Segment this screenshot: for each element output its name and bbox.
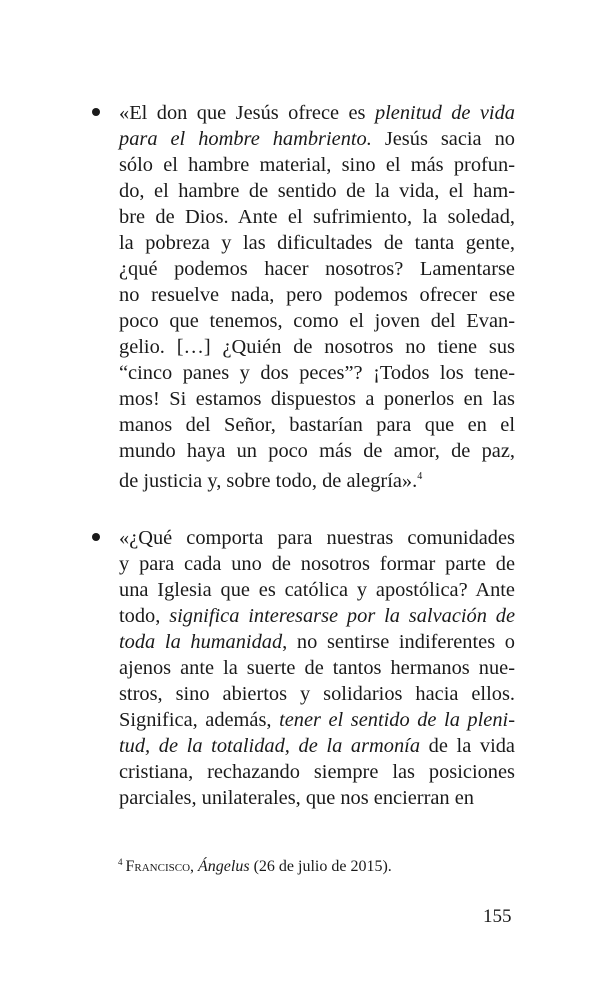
footnote: $^4$ Francisco, Ángelus (26 de julio de 2015). [118,857,392,875]
text-run: bre de Dios. Ante el sufrimiento, la soledad, [119,206,515,228]
footnote-ref: 4 [417,471,423,482]
text-run: «¿Qué comporta para nuestras comunidades [119,527,515,549]
text-run: no resuelve nada, pero podemos ofrecer ese [119,284,515,306]
text-run: , no sentirse indiferentes o [282,631,515,653]
text-line [119,178,515,204]
text-run: gelio. […] ¿Quién de nosotros no tiene sus [119,336,515,358]
text-line [119,386,515,412]
text-run: parciales, unilaterales, que nos encierran en [119,787,474,809]
text-run: de la vida [420,735,515,757]
text-line [119,785,515,811]
text-line [119,438,515,464]
footnote-mark: 4 [118,857,123,867]
text-run: de justicia y, sobre todo, de alegría». [119,470,418,492]
italic-text: toda la humanidad [119,631,283,653]
text-run: do, el hambre de sentido de la vida, el ham- [119,180,515,202]
text-line [119,629,515,655]
italic-text: significa interesarse por la salvación de [169,605,516,627]
text-line [119,126,515,152]
text-line [119,152,515,178]
text-line [119,204,515,230]
footnote-author: Francisco [125,858,191,875]
text-line [119,655,515,681]
text-run: una Iglesia que es católica y apostólica? Ante [119,579,515,601]
text-run: poco que tenemos, como el joven del Evan- [119,310,515,332]
text-line [119,230,515,256]
text-run: Jesús sacia no [371,128,515,150]
text-run: y para cada uno de nosotros formar parte de [119,553,515,575]
text-line [119,412,515,438]
text-line [119,100,515,126]
italic-text: para el hombre hambriento. [119,128,372,150]
text-line [119,334,515,360]
text-line [119,681,515,707]
text-line [119,551,515,577]
text-line [119,707,515,733]
text-line [119,759,515,785]
footnote-title: Ángelus [198,858,250,875]
text-line [119,603,515,629]
text-run: ¿qué podemos hacer nosotros? Lamentarse [119,258,515,280]
text-run: la pobreza y las dificultades de tanta gente, [119,232,515,254]
text-line [119,360,515,386]
text-run: manos del Señor, bastarían para que en el [119,414,515,436]
text-run: “cinco panes y dos peces”? ¡Todos los tene- [119,362,515,384]
italic-text: tud, de la totalidad, de la armonía [119,735,421,757]
bullet-dot [92,533,100,541]
page-number: 155 [483,906,512,927]
italic-text: plenitud de vida [374,102,515,124]
text-run: sólo el hambre material, sino el más profun- [119,154,515,176]
text-run: todo, [119,605,170,627]
text-line [119,577,515,603]
footnote-rest: (26 de julio de 2015). [249,858,392,875]
text-run: «El don que Jesús ofrece es [119,102,375,124]
italic-text: tener el sentido de la pleni- [279,709,515,731]
text-line [119,256,515,282]
text-line [119,464,515,490]
text-line [119,282,515,308]
text-run: mundo haya un poco más de amor, de paz, [119,440,515,462]
bullet-dot [92,108,100,116]
text-run: mos! Si estamos dispuestos a ponerlos en las [119,388,515,410]
text-line [119,308,515,334]
text-run: cristiana, rechazando siempre las posiciones [119,761,515,783]
text-run: Significa, además, [119,709,280,731]
text-line [119,525,515,551]
text-line [119,733,515,759]
text-run: ajenos ante la suerte de tantos hermanos nue- [119,657,515,679]
text-run: stros, sino abiertos y solidarios hacia ellos. [119,683,515,705]
